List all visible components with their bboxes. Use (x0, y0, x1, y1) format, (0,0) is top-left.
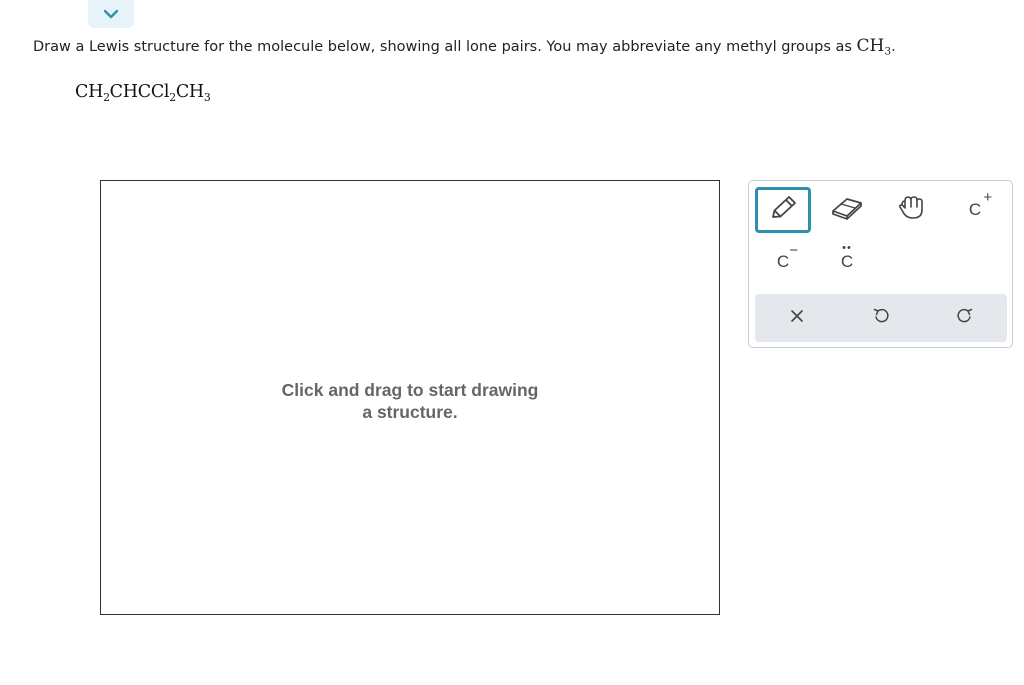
methyl-formula: $CH_3$ (856, 36, 892, 58)
redo-icon (956, 307, 974, 329)
collapse-toggle-button[interactable] (88, 0, 134, 28)
question-text: Draw a Lewis structure for the molecule below, showing all lone pairs. You may abbreviate any methyl groups as $CH_3$. (33, 36, 896, 58)
carbon-minus-icon: C − (776, 242, 799, 271)
pencil-tool[interactable] (755, 187, 811, 233)
pencil-icon (767, 194, 799, 226)
close-icon (789, 308, 805, 328)
canvas-hint: Click and drag to start drawing a structure. (281, 380, 539, 422)
drawing-canvas[interactable] (100, 180, 720, 615)
positive-charge-tool[interactable] (947, 187, 1003, 233)
undo-button[interactable] (851, 295, 911, 341)
question-body: Draw a Lewis structure for the molecule below, showing all lone pairs. You may abbreviate any methyl groups as (33, 39, 852, 55)
hand-icon (897, 195, 925, 225)
eraser-tool[interactable] (819, 187, 875, 233)
hand-tool[interactable] (883, 187, 939, 233)
carbon-lone-pair-icon: •• C (840, 242, 854, 271)
chevron-down-icon (103, 5, 119, 24)
clear-button[interactable] (767, 295, 827, 341)
undo-icon (872, 307, 890, 329)
eraser-icon (830, 196, 864, 224)
molecule-formula: $CH_2CHCCl_2CH_3$ (75, 82, 211, 104)
action-bar (755, 294, 1007, 342)
drawing-toolbar (748, 180, 1013, 348)
carbon-plus-icon: C + (968, 189, 993, 219)
lone-pair-tool[interactable] (819, 239, 875, 285)
negative-charge-tool[interactable] (755, 239, 811, 285)
redo-button[interactable] (935, 295, 995, 341)
